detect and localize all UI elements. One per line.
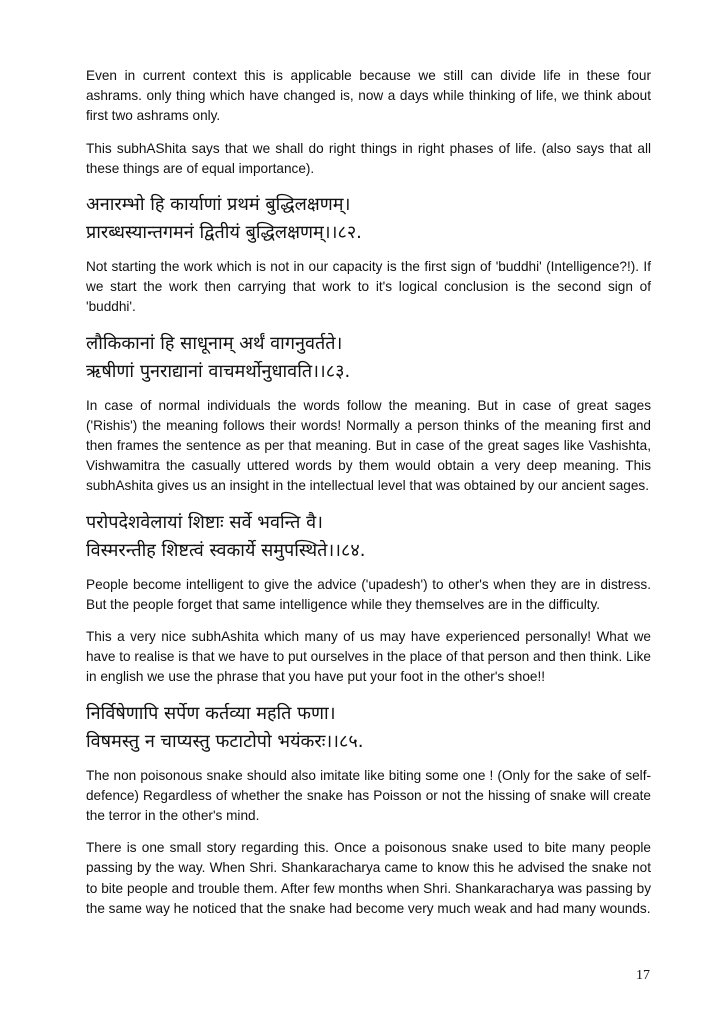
paragraph: People become intelligent to give the advice ('upadesh') to other's when they are in distress. But the people forget that same intelligence while they themselves are in the difficulty. xyxy=(86,576,651,612)
verse-line: ऋषीणां पुनराद्यानां वाचमर्थोनुधावति।।८३. xyxy=(86,360,351,382)
paragraph: This subhAShita says that we shall do right things in right phases of life. (also says that all these things are of equal importance). xyxy=(86,140,651,176)
verse-line: निर्विषेणापि सर्पेण कर्तव्या महति फणा। xyxy=(86,702,336,724)
verse-line: विषमस्तु न चाप्यस्तु फटाटोपो भयंकरः।।८५. xyxy=(86,730,364,752)
verse-line: अनारम्भो हि कार्याणां प्रथमं बुद्धिलक्षणम्। xyxy=(86,194,351,216)
verse-line: लौकिकानां हि साधूनाम् अर्थं वागनुवर्तते। xyxy=(86,332,343,354)
paragraph: The non poisonous snake should also imitate like biting some one ! (Only for the sake of self-defence) Regardless of whether the snake has Poisson or not the hissing of snake will create the terror in the other's mind. xyxy=(86,767,651,824)
verse-line: प्रारब्धस्यान्तगमनं द्वितीयं बुद्धिलक्षणम्।।८२. xyxy=(86,222,362,244)
paragraph: This a very nice subhAshita which many of us may have experienced personally! What we have to realise is that we have to put ourselves in the place of that person and then think. Like in english we use the phrase that you have put your foot in the other's shoe!! xyxy=(86,629,651,685)
page-body xyxy=(86,66,651,931)
verse-line: परोपदेशवेलायां शिष्टाः सर्वे भवन्ति वै। xyxy=(86,511,323,533)
paragraph: Not starting the work which is not in our capacity is the first sign of 'buddhi' (Intelligence?!). If we start the work then carrying that work to it's logical conclusion is the second sign of 'buddhi'. xyxy=(86,259,651,315)
paragraph: In case of normal individuals the words follow the meaning. But in case of great sages ('Rishis') the meaning follows their words! Normally a person thinks of the meaning first and then frames the sentence as per that meaning. But in case of the great sages like Vashishta, Vishwamitra the casually uttered words by them would obtain a very deep meaning. This subhAshita gives us an insight in the intellectual level that was obtained by our ancient sages. xyxy=(86,397,651,494)
sanskrit-verse xyxy=(86,191,651,247)
sanskrit-verse xyxy=(86,330,651,386)
verse-line: विस्मरन्तीह शिष्टत्वं स्वकार्ये समुपस्थिते।।८४. xyxy=(86,539,366,561)
paragraph: Even in current context this is applicable because we still can divide life in these four ashrams. only thing which have changed is, now a days while thinking of life, we think about first two ashrams only. xyxy=(86,68,651,124)
paragraph: There is one small story regarding this. Once a poisonous snake used to bite many people passing by the way. When Shri. Shankaracharya came to know this he advised the snake not to bite people and trouble them. After few months when Shri. Shankaracharya was passing by the same way he noticed that the snake had become very much weak and had many wounds. xyxy=(86,840,651,916)
sanskrit-verse xyxy=(86,509,651,565)
page-number: 17 xyxy=(636,968,650,983)
sanskrit-verse xyxy=(86,700,651,756)
